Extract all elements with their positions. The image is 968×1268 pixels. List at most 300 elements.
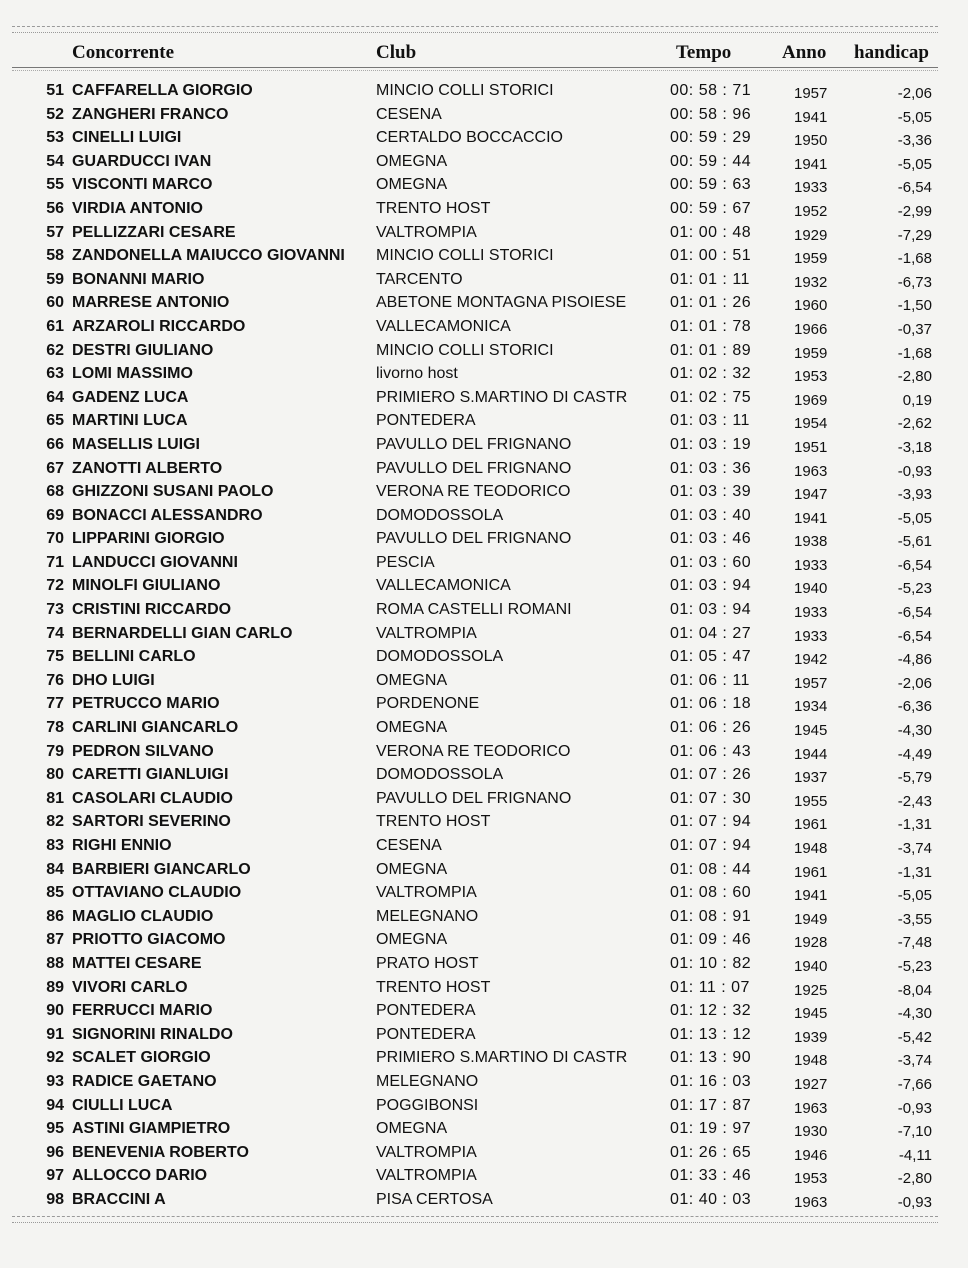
birth-year: 1930	[794, 1123, 828, 1141]
club-name: DOMODOSSOLA	[376, 766, 504, 784]
competitor-name: ALLOCCO DARIO	[72, 1167, 208, 1185]
club-name: OMEGNA	[376, 176, 448, 194]
birth-year: 1939	[794, 1028, 828, 1046]
handicap-value: -6,54	[897, 604, 932, 622]
table-row	[0, 810, 968, 834]
table-row	[0, 1070, 968, 1094]
position-cell: 62	[46, 341, 64, 359]
handicap-value: -6,36	[897, 698, 932, 716]
handicap-value: -0,93	[897, 1099, 932, 1117]
birth-year: 1960	[794, 297, 828, 315]
header-underline	[12, 67, 938, 68]
handicap-value: -0,37	[897, 320, 932, 338]
competitor-name: OTTAVIANO CLAUDIO	[72, 884, 242, 902]
birth-year: 1933	[794, 556, 828, 574]
competitor-name: LANDUCCI GIOVANNI	[72, 553, 238, 571]
club-name: OMEGNA	[376, 931, 448, 949]
position-cell: 98	[46, 1190, 64, 1208]
club-name: PONTEDERA	[376, 412, 476, 430]
position-cell: 93	[46, 1072, 64, 1090]
time-cell: 01: 03 : 39	[670, 483, 752, 501]
table-row	[0, 1188, 968, 1212]
handicap-value: -2,43	[897, 792, 932, 810]
position-cell: 82	[46, 813, 64, 831]
birth-year: 1951	[794, 438, 828, 456]
handicap-value: -4,86	[897, 651, 932, 669]
table-row	[0, 315, 968, 339]
time-cell: 01: 03 : 46	[670, 530, 752, 548]
position-cell: 68	[46, 483, 64, 501]
club-name: TRENTO HOST	[376, 199, 491, 217]
time-cell: 01: 07 : 30	[670, 789, 752, 807]
position-cell: 77	[46, 695, 64, 713]
handicap-value: -2,62	[897, 415, 932, 433]
handicap-value: -8,04	[897, 981, 932, 999]
birth-year: 1961	[794, 816, 828, 834]
time-cell: 01: 03 : 40	[670, 506, 752, 524]
handicap-value: -6,54	[897, 627, 932, 645]
table-row	[0, 457, 968, 481]
birth-year: 1959	[794, 344, 828, 362]
club-name: OMEGNA	[376, 1120, 448, 1138]
table-row	[0, 881, 968, 905]
handicap-value: -7,10	[897, 1123, 932, 1141]
club-name: MINCIO COLLI STORICI	[376, 341, 554, 359]
position-cell: 84	[46, 860, 64, 878]
club-name: OMEGNA	[376, 719, 448, 737]
handicap-value: -5,61	[897, 533, 932, 551]
competitor-name: BENEVENIA ROBERTO	[72, 1143, 249, 1161]
club-name: VALLECAMONICA	[376, 577, 511, 595]
birth-year: 1941	[794, 155, 828, 173]
time-cell: 01: 06 : 26	[670, 719, 752, 737]
club-name: VALTROMPIA	[376, 223, 477, 241]
table-row	[0, 150, 968, 174]
club-name: OMEGNA	[376, 860, 448, 878]
competitor-name: MATTEI CESARE	[72, 954, 202, 972]
birth-year: 1954	[794, 415, 828, 433]
birth-year: 1963	[794, 1099, 828, 1117]
handicap-value: -4,30	[897, 722, 932, 740]
time-cell: 01: 08 : 44	[670, 860, 752, 878]
handicap-value: -2,06	[897, 85, 932, 102]
handicap-value: -4,49	[897, 745, 932, 763]
handicap-value: -5,05	[897, 155, 932, 173]
birth-year: 1940	[794, 957, 828, 975]
time-cell: 00: 59 : 44	[670, 152, 752, 170]
time-cell: 01: 13 : 12	[670, 1025, 752, 1043]
birth-year: 1947	[794, 486, 828, 504]
table-row	[0, 598, 968, 622]
birth-year: 1937	[794, 769, 828, 787]
handicap-value: -1,50	[897, 297, 932, 315]
time-cell: 01: 03 : 94	[670, 577, 752, 595]
club-name: MELEGNANO	[376, 1072, 479, 1090]
time-cell: 01: 11 : 07	[670, 978, 750, 996]
handicap-value: -0,93	[897, 462, 932, 480]
handicap-value: -3,55	[897, 910, 932, 928]
competitor-name: CRISTINI RICCARDO	[72, 601, 232, 619]
birth-year: 1957	[794, 85, 828, 102]
table-row	[0, 1023, 968, 1047]
position-cell: 54	[46, 152, 64, 170]
time-cell: 01: 33 : 46	[670, 1167, 752, 1185]
club-name: POGGIBONSI	[376, 1096, 479, 1114]
club-name: CERTALDO BOCCACCIO	[376, 129, 563, 147]
table-row	[0, 339, 968, 363]
time-cell: 01: 04 : 27	[670, 624, 752, 642]
handicap-value: -3,74	[897, 1052, 932, 1070]
club-name: PAVULLO DEL FRIGNANO	[376, 459, 572, 477]
position-cell: 63	[46, 365, 64, 383]
club-name: VALTROMPIA	[376, 1143, 477, 1161]
competitor-name: MARTINI LUCA	[72, 412, 188, 430]
competitor-name: VISCONTI MARCO	[72, 176, 213, 194]
time-cell: 01: 02 : 32	[670, 365, 752, 383]
club-name: livorno host	[376, 365, 458, 383]
time-cell: 01: 01 : 26	[670, 294, 752, 312]
time-cell: 01: 08 : 60	[670, 884, 752, 902]
position-cell: 83	[46, 837, 64, 854]
handicap-value: -4,30	[897, 1005, 932, 1023]
table-row	[0, 268, 968, 292]
header-underline-secondary	[12, 70, 938, 71]
competitor-name: RIGHI ENNIO	[72, 837, 172, 854]
header-handicap: handicap	[854, 42, 929, 63]
table-row	[0, 433, 968, 457]
competitor-name: BRACCINI A	[72, 1190, 166, 1208]
table-row	[0, 1117, 968, 1141]
time-cell: 01: 07 : 26	[670, 766, 752, 784]
club-name: PONTEDERA	[376, 1002, 476, 1020]
time-cell: 01: 26 : 65	[670, 1143, 752, 1161]
time-cell: 01: 13 : 90	[670, 1049, 752, 1067]
competitor-name: GUARDUCCI IVAN	[72, 152, 212, 170]
position-cell: 71	[46, 553, 64, 571]
competitor-name: BONANNI MARIO	[72, 270, 205, 288]
table-row	[0, 952, 968, 976]
time-cell: 00: 59 : 67	[670, 199, 752, 217]
handicap-value: -2,80	[897, 1170, 932, 1188]
table-row	[0, 1046, 968, 1070]
table-row	[0, 103, 968, 127]
competitor-name: RADICE GAETANO	[72, 1072, 217, 1090]
position-cell: 86	[46, 907, 64, 925]
position-cell: 57	[46, 223, 64, 241]
time-cell: 01: 00 : 51	[670, 247, 752, 265]
position-cell: 80	[46, 766, 64, 784]
competitor-name: PRIOTTO GIACOMO	[72, 931, 226, 949]
position-cell: 97	[46, 1167, 64, 1185]
club-name: MINCIO COLLI STORICI	[376, 247, 554, 265]
birth-year: 1932	[794, 273, 828, 291]
handicap-value: -4,11	[898, 1146, 932, 1164]
club-name: ROMA CASTELLI ROMANI	[376, 601, 572, 619]
handicap-value: -5,23	[897, 957, 932, 975]
club-name: PESCIA	[376, 553, 435, 571]
birth-year: 1949	[794, 910, 828, 928]
time-cell: 01: 03 : 36	[670, 459, 752, 477]
position-cell: 65	[46, 412, 64, 430]
competitor-name: PELLIZZARI CESARE	[72, 223, 236, 241]
club-name: PRIMIERO S.MARTINO DI CASTR	[376, 388, 628, 406]
time-cell: 01: 08 : 91	[670, 907, 752, 925]
table-row	[0, 504, 968, 528]
position-cell: 89	[46, 978, 64, 996]
competitor-name: ZANGHERI FRANCO	[72, 105, 229, 123]
position-cell: 95	[46, 1120, 64, 1138]
club-name: MELEGNANO	[376, 907, 479, 925]
position-cell: 87	[46, 931, 64, 949]
handicap-value: -5,05	[897, 108, 932, 126]
competitor-name: MAGLIO CLAUDIO	[72, 907, 214, 925]
top-divider-secondary	[12, 32, 938, 33]
table-row	[0, 928, 968, 952]
position-cell: 66	[46, 435, 64, 453]
table-row	[0, 221, 968, 245]
birth-year: 1959	[794, 250, 828, 268]
handicap-value: -5,42	[897, 1028, 932, 1046]
time-cell: 01: 06 : 11	[670, 671, 750, 689]
competitor-name: SIGNORINI RINALDO	[72, 1025, 233, 1043]
club-name: VALTROMPIA	[376, 1167, 477, 1185]
handicap-value: -5,23	[897, 580, 932, 598]
table-row	[0, 551, 968, 575]
competitor-name: FERRUCCI MARIO	[72, 1002, 213, 1020]
time-cell: 01: 01 : 11	[670, 270, 750, 288]
birth-year: 1925	[794, 981, 828, 999]
birth-year: 1961	[794, 863, 828, 881]
handicap-value: -6,54	[897, 556, 932, 574]
table-row	[0, 362, 968, 386]
table-row	[0, 1094, 968, 1118]
table-row	[0, 740, 968, 764]
table-row	[0, 244, 968, 268]
birth-year: 1955	[794, 792, 828, 810]
results-table	[0, 79, 968, 1212]
club-name: PISA CERTOSA	[376, 1190, 493, 1208]
club-name: VALTROMPIA	[376, 624, 477, 642]
competitor-name: VIVORI CARLO	[72, 978, 188, 996]
competitor-name: CIULLI LUCA	[72, 1096, 173, 1114]
birth-year: 1927	[794, 1075, 828, 1093]
position-cell: 79	[46, 742, 64, 760]
time-cell: 00: 58 : 96	[670, 105, 752, 123]
club-name: OMEGNA	[376, 671, 448, 689]
table-row	[0, 669, 968, 693]
competitor-name: MARRESE ANTONIO	[72, 294, 230, 312]
birth-year: 1941	[794, 887, 828, 905]
time-cell: 01: 01 : 78	[670, 317, 752, 335]
birth-year: 1963	[794, 1193, 828, 1211]
handicap-value: -1,68	[897, 250, 932, 268]
handicap-value: -1,68	[897, 344, 932, 362]
birth-year: 1944	[794, 745, 828, 763]
position-cell: 88	[46, 954, 64, 972]
competitor-name: LOMI MASSIMO	[72, 365, 193, 383]
table-row	[0, 905, 968, 929]
competitor-name: GHIZZONI SUSANI PAOLO	[72, 483, 274, 501]
birth-year: 1953	[794, 1170, 828, 1188]
competitor-name: DESTRI GIULIANO	[72, 341, 214, 359]
time-cell: 01: 06 : 18	[670, 695, 752, 713]
time-cell: 01: 07 : 94	[670, 813, 752, 831]
competitor-name: CARETTI GIANLUIGI	[72, 766, 229, 784]
position-cell: 55	[46, 176, 64, 194]
club-name: PRIMIERO S.MARTINO DI CASTR	[376, 1049, 628, 1067]
table-row	[0, 787, 968, 811]
time-cell: 01: 09 : 46	[670, 931, 752, 949]
table-row	[0, 834, 968, 858]
time-cell: 00: 59 : 29	[670, 129, 752, 147]
club-name: CESENA	[376, 837, 442, 854]
table-row	[0, 716, 968, 740]
competitor-name: GADENZ LUCA	[72, 388, 189, 406]
competitor-name: CAFFARELLA GIORGIO	[72, 82, 253, 99]
table-row	[0, 976, 968, 1000]
position-cell: 81	[46, 789, 64, 807]
time-cell: 01: 10 : 82	[670, 954, 752, 972]
birth-year: 1933	[794, 627, 828, 645]
bottom-divider	[12, 1216, 938, 1217]
handicap-value: -5,05	[897, 509, 932, 527]
table-row	[0, 291, 968, 315]
club-name: PONTEDERA	[376, 1025, 476, 1043]
position-cell: 85	[46, 884, 64, 902]
birth-year: 1928	[794, 934, 828, 952]
table-row	[0, 692, 968, 716]
handicap-value: -6,54	[897, 179, 932, 197]
competitor-name: BERNARDELLI GIAN CARLO	[72, 624, 293, 642]
position-cell: 58	[46, 247, 64, 265]
position-cell: 56	[46, 199, 64, 217]
club-name: TARCENTO	[376, 270, 463, 288]
time-cell: 01: 02 : 75	[670, 388, 752, 406]
time-cell: 01: 06 : 43	[670, 742, 752, 760]
time-cell: 01: 19 : 97	[670, 1120, 752, 1138]
competitor-name: LIPPARINI GIORGIO	[72, 530, 225, 548]
time-cell: 01: 07 : 94	[670, 837, 752, 854]
club-name: DOMODOSSOLA	[376, 648, 504, 666]
club-name: VERONA RE TEODORICO	[376, 742, 571, 760]
club-name: ABETONE MONTAGNA PISOIESE	[376, 294, 627, 312]
table-row	[0, 858, 968, 882]
table-row	[0, 386, 968, 410]
time-cell: 01: 03 : 94	[670, 601, 752, 619]
birth-year: 1952	[794, 202, 828, 220]
handicap-value: -7,66	[897, 1075, 932, 1093]
club-name: PRATO HOST	[376, 954, 479, 972]
header-club: Club	[376, 42, 417, 63]
position-cell: 64	[46, 388, 64, 406]
birth-year: 1966	[794, 320, 828, 338]
position-cell: 61	[46, 317, 64, 335]
time-cell: 00: 58 : 71	[670, 82, 752, 99]
birth-year: 1941	[794, 108, 828, 126]
time-cell: 01: 03 : 19	[670, 435, 752, 453]
position-cell: 73	[46, 601, 64, 619]
birth-year: 1934	[794, 698, 828, 716]
time-cell: 01: 12 : 32	[670, 1002, 752, 1020]
position-cell: 67	[46, 459, 64, 477]
time-cell: 01: 40 : 03	[670, 1190, 752, 1208]
table-row	[0, 480, 968, 504]
position-cell: 90	[46, 1002, 64, 1020]
table-row	[0, 645, 968, 669]
handicap-value: -3,93	[897, 486, 932, 504]
handicap-value: -7,29	[897, 226, 932, 244]
competitor-name: MINOLFI GIULIANO	[72, 577, 221, 595]
birth-year: 1945	[794, 722, 828, 740]
position-cell: 51	[46, 82, 64, 99]
club-name: VALLECAMONICA	[376, 317, 511, 335]
position-cell: 74	[46, 624, 64, 642]
table-row	[0, 126, 968, 150]
competitor-name: PEDRON SILVANO	[72, 742, 214, 760]
time-cell: 01: 16 : 03	[670, 1072, 752, 1090]
position-cell: 52	[46, 105, 64, 123]
competitor-name: VIRDIA ANTONIO	[72, 199, 203, 217]
club-name: PAVULLO DEL FRIGNANO	[376, 435, 572, 453]
table-row	[0, 622, 968, 646]
birth-year: 1969	[794, 391, 828, 409]
birth-year: 1940	[794, 580, 828, 598]
competitor-name: SARTORI SEVERINO	[72, 813, 231, 831]
club-name: PORDENONE	[376, 695, 480, 713]
handicap-value: -5,79	[897, 769, 932, 787]
table-row	[0, 574, 968, 598]
competitor-name: DHO LUIGI	[72, 671, 155, 689]
birth-year: 1950	[794, 132, 828, 150]
position-cell: 96	[46, 1143, 64, 1161]
birth-year: 1941	[794, 509, 828, 527]
club-name: PAVULLO DEL FRIGNANO	[376, 530, 572, 548]
position-cell: 92	[46, 1049, 64, 1067]
top-divider	[12, 26, 938, 27]
competitor-name: BARBIERI GIANCARLO	[72, 860, 251, 878]
club-name: DOMODOSSOLA	[376, 506, 504, 524]
time-cell: 01: 03 : 60	[670, 553, 752, 571]
birth-year: 1946	[794, 1146, 828, 1164]
position-cell: 76	[46, 671, 64, 689]
club-name: MINCIO COLLI STORICI	[376, 82, 554, 99]
position-cell: 59	[46, 270, 64, 288]
position-cell: 69	[46, 506, 64, 524]
birth-year: 1938	[794, 533, 828, 551]
time-cell: 01: 05 : 47	[670, 648, 752, 666]
handicap-value: -3,18	[897, 438, 932, 456]
position-cell: 78	[46, 719, 64, 737]
club-name: TRENTO HOST	[376, 978, 491, 996]
birth-year: 1948	[794, 840, 828, 857]
handicap-value: -6,73	[897, 273, 932, 291]
handicap-value: 0,19	[902, 391, 932, 409]
bottom-divider-secondary	[12, 1222, 938, 1223]
handicap-value: -2,06	[897, 674, 932, 692]
competitor-name: ZANOTTI ALBERTO	[72, 459, 223, 477]
birth-year: 1963	[794, 462, 828, 480]
header-tempo: Tempo	[676, 42, 732, 63]
birth-year: 1948	[794, 1052, 828, 1070]
competitor-name: BONACCI ALESSANDRO	[72, 506, 263, 524]
position-cell: 94	[46, 1096, 64, 1114]
position-cell: 53	[46, 129, 64, 147]
club-name: PAVULLO DEL FRIGNANO	[376, 789, 572, 807]
position-cell: 60	[46, 294, 64, 312]
competitor-name: ZANDONELLA MAIUCCO GIOVANNI	[72, 247, 345, 265]
time-cell: 01: 03 : 11	[670, 412, 750, 430]
position-cell: 72	[46, 577, 64, 595]
